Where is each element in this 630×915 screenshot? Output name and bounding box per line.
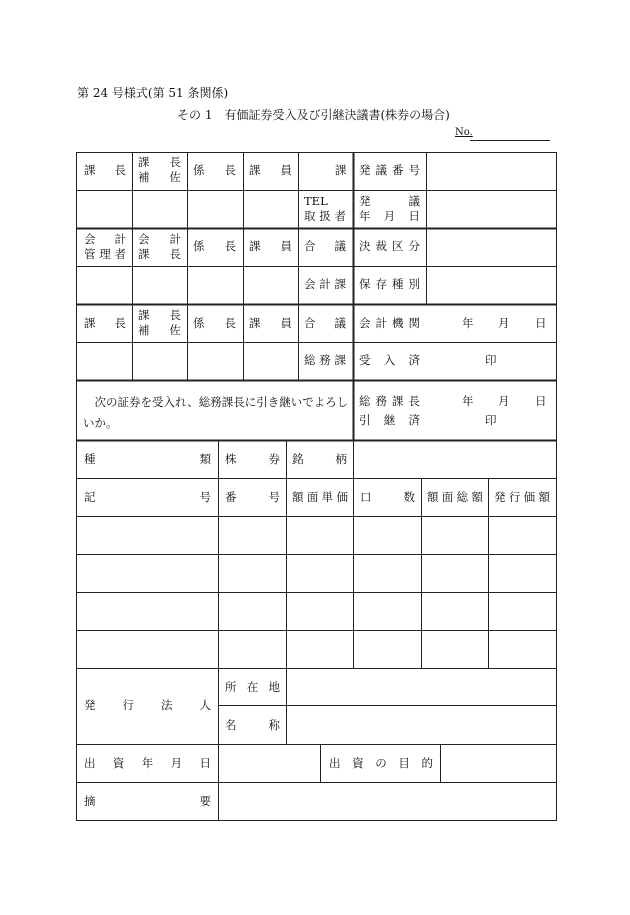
label-hikitsugi-zumi: 引継済 (359, 413, 420, 427)
label-kacho-3: 課長 (84, 316, 126, 330)
label-nen-2: 年 (462, 394, 474, 408)
label-nengappi: 年月日 (359, 209, 420, 223)
label-somu-kacho: 総務課長 (359, 394, 420, 408)
label-shusshi-mokuteki: 出資の目的 (329, 756, 433, 770)
label-bango: 番号 (225, 490, 280, 504)
label-meigara: 銘柄 (292, 452, 347, 466)
label-kaikei-kacho-1: 会計 (138, 232, 181, 246)
label-ka: 課 (335, 163, 347, 177)
label-hakko-kagaku: 発行価額 (494, 490, 550, 504)
label-hozon-shubetsu: 保存種別 (359, 277, 420, 291)
form-number: 第 24 号様式(第 51 条関係) (77, 86, 229, 100)
label-hatsugi: 発議 (359, 194, 420, 208)
label-kakaricho-3: 係長 (193, 316, 236, 330)
label-kakaricho: 係長 (193, 163, 236, 177)
label-kain-3: 課員 (249, 316, 292, 330)
label-tsuki-2: 月 (498, 394, 510, 408)
label-kacho-hosa-3a: 課長 (138, 308, 181, 322)
label-kaikei-ka: 会計課 (304, 277, 346, 291)
label-in-2: 印 (485, 413, 497, 427)
label-shurui: 種類 (84, 452, 211, 466)
label-in-1: 印 (485, 353, 497, 367)
label-tel: TEL (304, 194, 328, 208)
label-kessai-kubun: 決裁区分 (359, 239, 420, 253)
label-kacho-hosa-2: 補佐 (138, 170, 181, 184)
label-shusshi-nengappi: 出資年月日 (84, 756, 211, 770)
label-kacho: 課長 (84, 163, 126, 177)
label-aigi-2: 合議 (304, 316, 346, 330)
label-kain-2: 課員 (249, 239, 292, 253)
label-hi-1: 日 (535, 316, 547, 330)
label-kabuken: 株券 (225, 452, 280, 466)
label-ukeire-zumi: 受入済 (359, 353, 420, 367)
label-kaikei-2: 管理者 (84, 247, 126, 261)
number-label: No. (455, 127, 473, 138)
label-meisho: 名称 (225, 718, 280, 732)
label-kakaricho-2: 係長 (193, 239, 236, 253)
label-somu-ka: 総務課 (304, 353, 346, 367)
label-kaikei-kikan: 会計機関 (359, 316, 420, 330)
label-kigo: 記号 (84, 490, 211, 504)
label-hi-2: 日 (535, 394, 547, 408)
label-kaikei-1: 会計 (84, 232, 126, 246)
label-hakko-hojin: 発行法人 (84, 698, 211, 712)
label-aigi: 合議 (304, 239, 346, 253)
label-tsuki-1: 月 (498, 316, 510, 330)
label-kuchisu: 口数 (360, 490, 415, 504)
label-gakumen-tanka: 額面単価 (292, 490, 348, 504)
label-toriatsukaisha: 取扱者 (304, 209, 346, 223)
label-kacho-hosa-1: 課長 (138, 155, 181, 169)
label-kaikei-kacho-2: 課長 (138, 247, 181, 261)
label-shozaichi: 所在地 (225, 680, 280, 694)
label-kain: 課員 (249, 163, 292, 177)
label-kacho-hosa-3b: 補佐 (138, 323, 181, 337)
label-hatsugi-bango: 発議番号 (359, 163, 420, 177)
label-nen-1: 年 (462, 316, 474, 330)
label-gakumen-sogaku: 額面総額 (427, 490, 483, 504)
label-tekiyo: 摘要 (84, 794, 211, 808)
approval-message: 次の証券を受入れ、総務課長に引き継いでよろしいか。 (83, 395, 349, 430)
document-title: その 1 有価証券受入及び引継決議書(株券の場合) (177, 108, 450, 122)
